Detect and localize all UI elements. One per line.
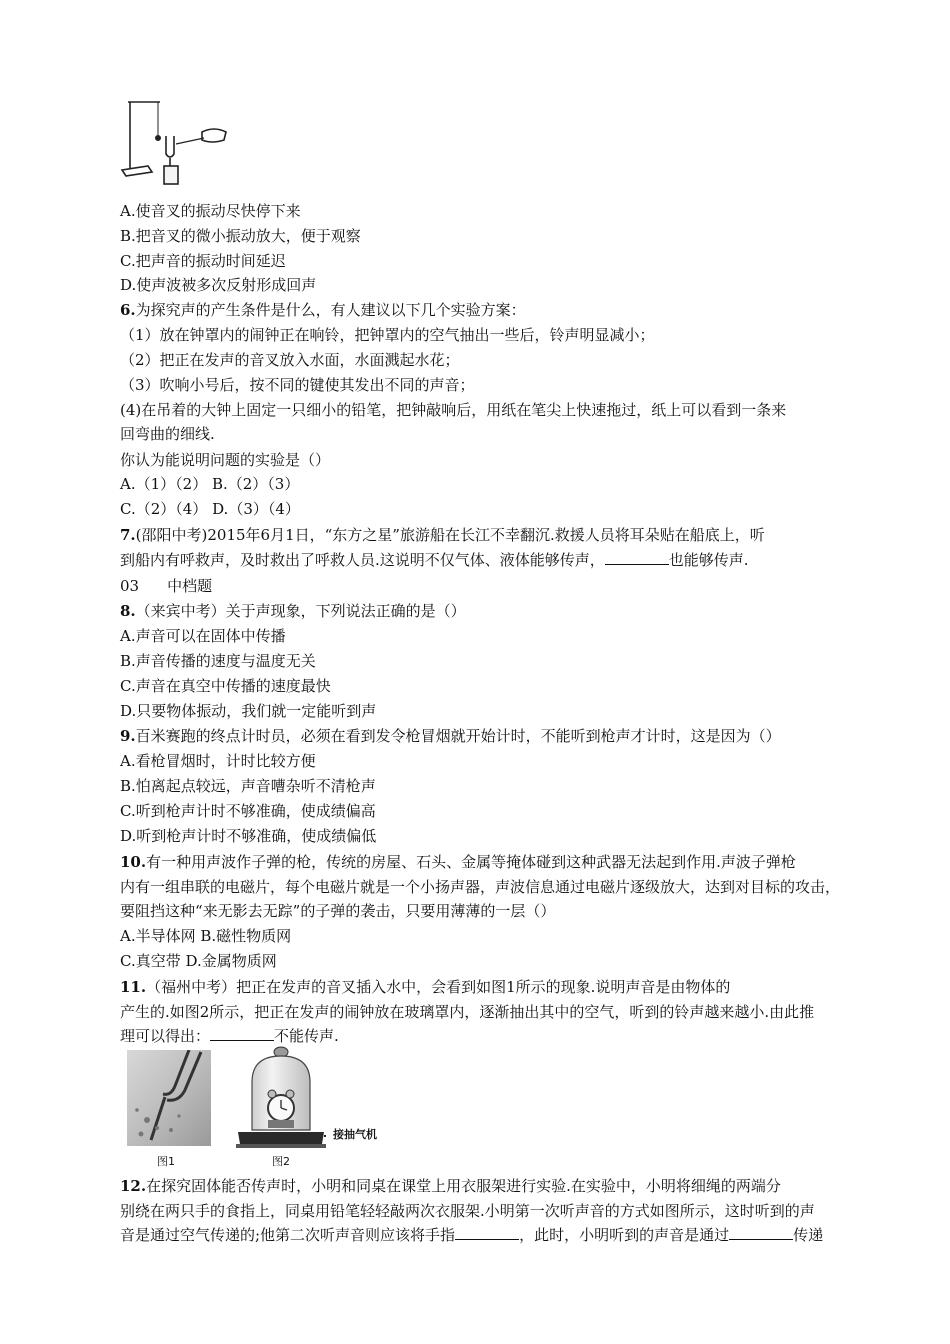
q11-number: 11. xyxy=(120,978,147,996)
q12-text1: 在探究固体能否传声时，小明和同桌在课堂上用衣服架进行实验.在实验中，小明将细绳的两端分 xyxy=(146,1177,781,1195)
q6-options-row1: A.（1）（2） B.（2）（3） xyxy=(120,475,300,493)
q12-line1 xyxy=(120,1175,850,1197)
q6-number: 6. xyxy=(120,301,136,319)
q8-option-b: B.声音传播的速度与温度无关 xyxy=(120,652,316,670)
q5-option-a: A.使音叉的振动尽快停下来 xyxy=(120,202,301,220)
q10-number: 10. xyxy=(120,853,147,871)
q11-line1 xyxy=(120,976,850,998)
q11-text3b: 不能传声. xyxy=(274,1027,339,1045)
q11-line2: 产生的.如图2所示，把正在发声的闹钟放在玻璃罩内，逐渐抽出其中的空气，听到的铃声越来越小.由此推 xyxy=(120,1003,815,1021)
q10-text1: 有一种用声波作子弹的枪，传统的房屋、石头、金属等掩体碰到这种武器无法起到作用.声波子弹枪 xyxy=(146,853,796,871)
q5-option-b: B.把音叉的微小振动放大，便于观察 xyxy=(120,227,361,245)
section-title: 中档题 xyxy=(167,577,213,595)
tuning-fork-apparatus-figure xyxy=(118,96,233,188)
q10-line2: 内有一组串联的电磁片，每个电磁片就是一个小扬声器，声波信息通过电磁片逐级放大，达到对目标的攻击， xyxy=(120,878,841,896)
q6-item-1: （1）放在钟罩内的闹钟正在响铃，把钟罩内的空气抽出一些后，铃声明显减小； xyxy=(120,326,655,344)
figure1-fork-in-water xyxy=(127,1050,211,1146)
q9-option-d: D.听到枪声计时不够准确，使成绩偏低 xyxy=(120,827,377,845)
q7-line2 xyxy=(120,549,850,571)
q9-option-c: C.听到枪声计时不够准确，使成绩偏高 xyxy=(120,802,376,820)
figure1-caption: 图1 xyxy=(157,1155,175,1168)
q8-option-d: D.只要物体振动，我们就一定能听到声 xyxy=(120,702,377,720)
q5-option-c: C.把声音的振动时间延迟 xyxy=(120,252,286,270)
q9-option-b: B.怕离起点较远，声音嘈杂听不清枪声 xyxy=(120,777,376,795)
q7-number: 7. xyxy=(120,526,136,544)
q12-text3c: 传递 xyxy=(793,1226,824,1244)
q10-options-row2: C.真空带 D.金属物质网 xyxy=(120,952,277,970)
q6-options-row2: C.（2）（4） D.（3）（4） xyxy=(120,500,300,518)
figure2-bell-jar xyxy=(236,1046,326,1150)
q9-stem-line xyxy=(120,725,850,747)
q9-stem: 百米赛跑的终点计时员，必须在看到发令枪冒烟就开始计时，不能听到枪声才计时，这是因为（） xyxy=(135,727,781,745)
q11-text3a: 理可以得出： xyxy=(120,1027,211,1045)
q10-options-row1: A.半导体网 B.磁性物质网 xyxy=(120,927,292,945)
q7-text2b: 也能够传声. xyxy=(668,551,749,569)
q11-text1: （福州中考）把正在发声的音叉插入水中，会看到如图1所示的现象.说明声音是由物体的 xyxy=(146,978,731,996)
q11-answer-blank[interactable] xyxy=(210,1026,274,1041)
q12-answer-blank-2[interactable] xyxy=(729,1225,793,1240)
q9-option-a: A.看枪冒烟时，计时比较方便 xyxy=(120,752,316,770)
q8-option-a: A.声音可以在固体中传播 xyxy=(120,627,286,645)
q8-number: 8. xyxy=(120,602,136,620)
q6-item-3: （3）吹响小号后，按不同的键使其发出不同的声音； xyxy=(120,376,475,394)
q6-item-4: (4)在吊着的大钟上固定一只细小的铅笔，把钟敲响后，用纸在笔尖上快速拖过，纸上可以看到一条来 xyxy=(120,401,787,419)
q7-line1 xyxy=(120,524,850,546)
q12-text3b: ，此时，小明听到的声音是通过 xyxy=(519,1226,730,1244)
section-header xyxy=(120,575,850,597)
q11-line3 xyxy=(120,1025,850,1047)
q6-stem-line xyxy=(120,299,850,321)
q8-option-c: C.声音在真空中传播的速度最快 xyxy=(120,677,331,695)
figure2-pump-label: 接抽气机 xyxy=(333,1128,377,1141)
q10-line3: 要阻挡这种“来无影去无踪”的子弹的袭击，只要用薄薄的一层（） xyxy=(120,902,556,920)
q9-number: 9. xyxy=(120,727,136,745)
q7-answer-blank[interactable] xyxy=(605,550,669,565)
q12-text3a: 音是通过空气传递的;他第二次听声音则应该将手指 xyxy=(120,1226,456,1244)
q10-line1 xyxy=(120,851,850,873)
q7-text2a: 到船内有呼救声，及时救出了呼救人员.这说明不仅气体、液体能够传声， xyxy=(120,551,605,569)
figure2-caption: 图2 xyxy=(272,1155,290,1168)
q7-text1: (邵阳中考)2015年6月1日，“东方之星”旅游船在长江不幸翻沉.救援人员将耳朵贴在船底上，听 xyxy=(135,526,765,544)
q6-item-2: （2）把正在发声的音叉放入水面，水面溅起水花； xyxy=(120,351,460,369)
q6-item-4-cont: 回弯曲的细线. xyxy=(120,425,215,443)
q8-stem: （来宾中考）关于声现象，下列说法正确的是（） xyxy=(135,602,466,620)
q12-line3 xyxy=(120,1224,850,1246)
q6-stem: 为探究声的产生条件是什么，有人建议以下几个实验方案： xyxy=(135,301,526,319)
q6-question: 你认为能说明问题的实验是（） xyxy=(120,451,331,469)
q12-line2: 别绕在两只手的食指上，同桌用铅笔轻轻敲两次衣服架.小明第一次听声音的方式如图所示，这时听到的声 xyxy=(120,1202,815,1220)
q12-number: 12. xyxy=(120,1177,147,1195)
q5-option-d: D.使声波被多次反射形成回声 xyxy=(120,276,317,294)
section-number: 03 xyxy=(120,577,140,595)
q12-answer-blank-1[interactable] xyxy=(455,1225,519,1240)
q8-stem-line xyxy=(120,600,850,622)
